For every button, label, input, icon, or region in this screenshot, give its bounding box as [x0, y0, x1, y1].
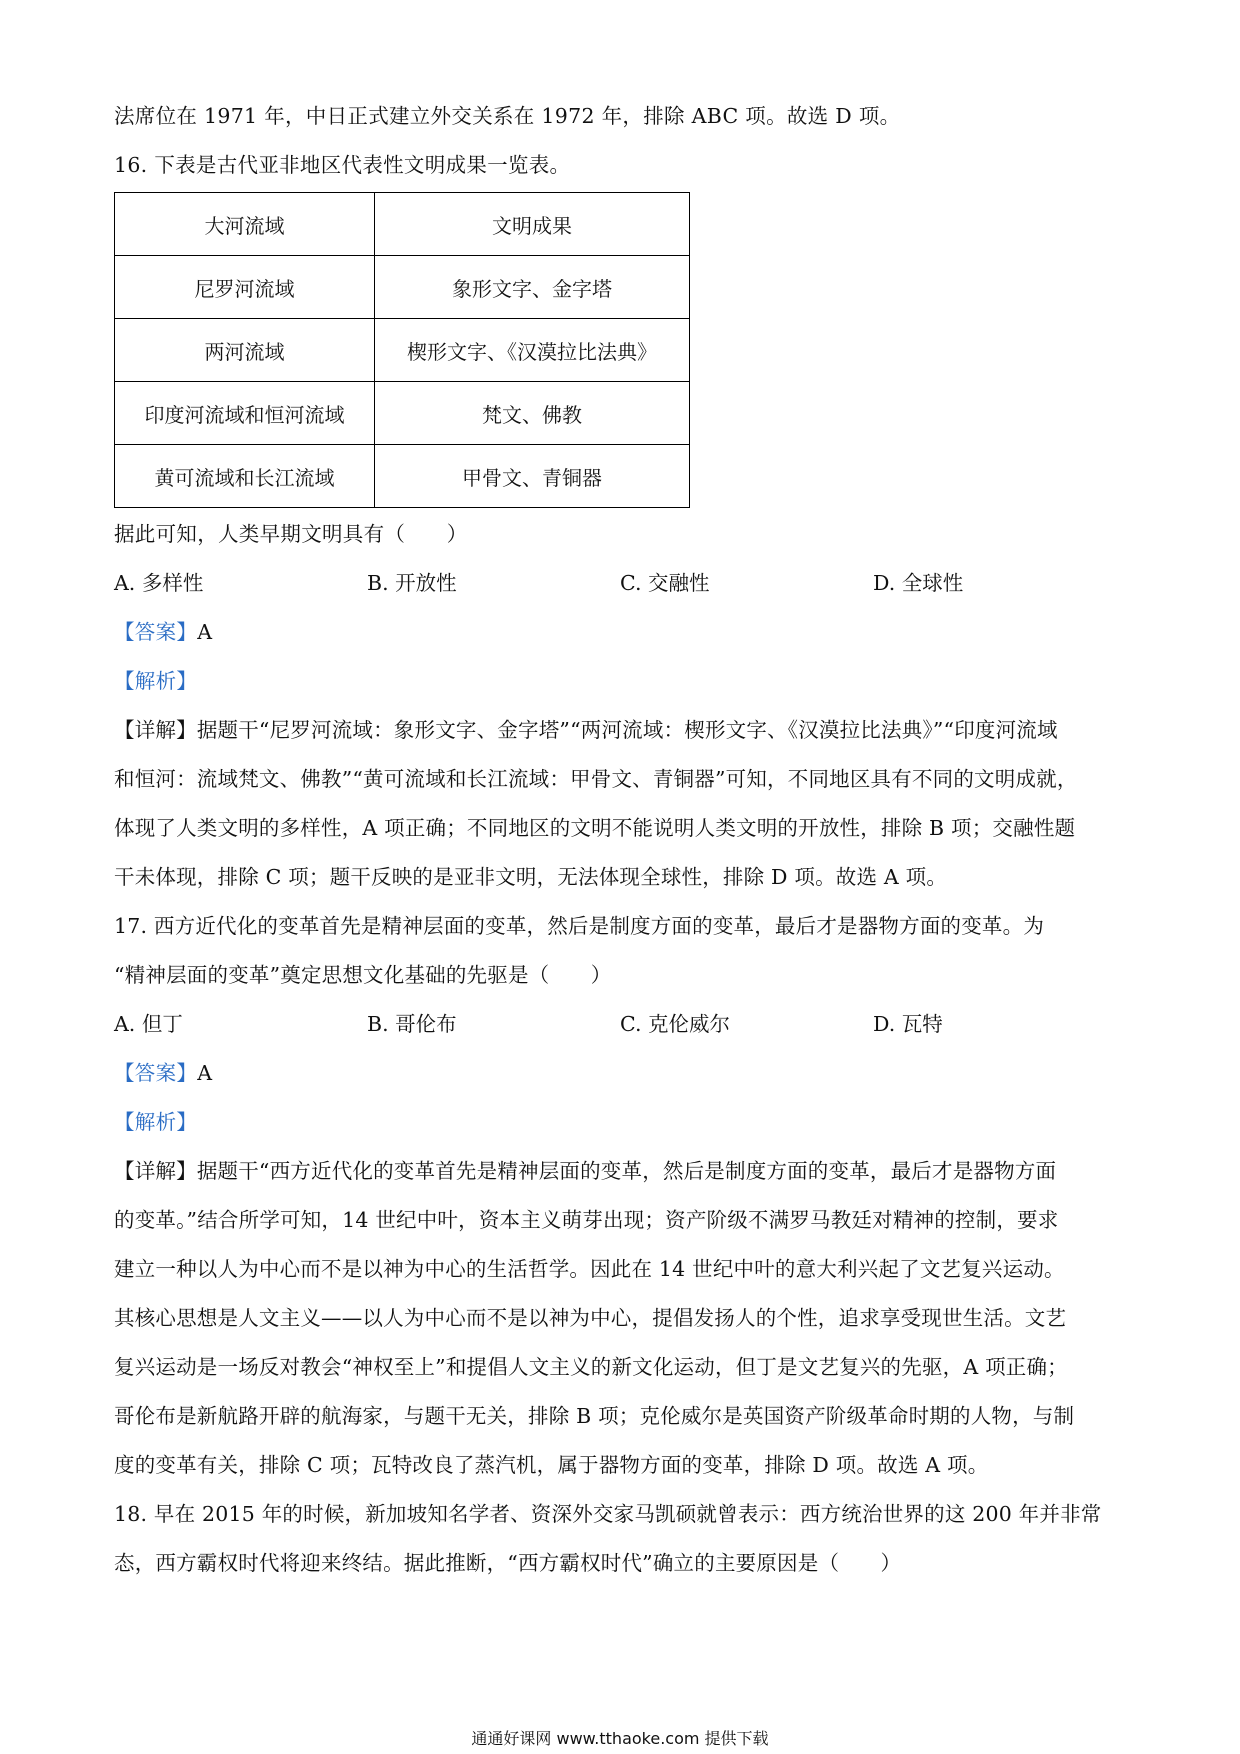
detail-line: 哥伦布是新航路开辟的航海家，与题干无关，排除 B 项；克伦威尔是英国资产阶级革命时期的人物，与制: [114, 1404, 1075, 1428]
question-17-stem: “精神层面的变革”奠定思想文化基础的先驱是（ ）: [114, 963, 612, 987]
question-16-answer: [114, 608, 1126, 657]
detail-line: 【详解】据题干“尼罗河流域：象形文字、金字塔”“两河流域：楔形文字、《汉漠拉比法典》”“印度河流域: [114, 718, 1058, 742]
question-17-analysis: [114, 1098, 1126, 1147]
page-footer: 通通好课网 www.tthaoke.com 提供下载: [471, 1729, 769, 1748]
analysis-label: 【解析】: [114, 669, 198, 693]
answer-value: A: [197, 620, 213, 644]
detail-line: 的变革。”结合所学可知，14 世纪中叶，资本主义萌芽出现；资产阶级不满罗马教廷对精神的控制，要求: [114, 1208, 1059, 1232]
question-16-options: [114, 559, 1126, 608]
table-row: [115, 445, 690, 508]
option-c: C. 克伦威尔: [620, 1012, 730, 1036]
question-16-analysis: [114, 657, 1126, 706]
detail-line: 复兴运动是一场反对教会“神权至上”和提倡人文主义的新文化运动，但丁是文艺复兴的先驱，A 项正确；: [114, 1355, 1068, 1379]
text-line: 法席位在 1971 年，中日正式建立外交关系在 1972 年，排除 ABC 项。故选 D 项。: [114, 104, 901, 128]
question-17-options: [114, 1000, 1126, 1049]
question-18-stem: 态，西方霸权时代将迎来终结。据此推断，“西方霸权时代”确立的主要原因是（ ）: [114, 1551, 902, 1575]
question-16-stem: 16. 下表是古代亚非地区代表性文明成果一览表。: [114, 153, 571, 177]
question-18-stem: 18. 早在 2015 年的时候，新加坡知名学者、资深外交家马凯硕就曾表示：西方统治世界的这 200 年并非常: [114, 1502, 1102, 1526]
option-c: C. 交融性: [620, 571, 710, 595]
option-a: A. 但丁: [114, 1012, 183, 1036]
detail-line: 【详解】据题干“西方近代化的变革首先是精神层面的变革，然后是制度方面的变革，最后才是器物方面: [114, 1159, 1057, 1183]
table-cell: 楔形文字、《汉漠拉比法典》: [375, 319, 690, 382]
detail-line: 干未体现，排除 C 项；题干反映的是亚非文明，无法体现全球性，排除 D 项。故选 A 项。: [114, 865, 948, 889]
detail-line: 和恒河：流域梵文、佛教”“黄可流域和长江流域：甲骨文、青铜器”可知，不同地区具有不同的文明成就，: [114, 767, 1078, 791]
table-header-cell: 文明成果: [375, 193, 690, 256]
table-cell: 黄可流域和长江流域: [115, 445, 375, 508]
analysis-label: 【解析】: [114, 1110, 198, 1134]
table-header-row: [115, 193, 690, 256]
option-b: B. 开放性: [367, 571, 457, 595]
table-row: [115, 256, 690, 319]
answer-value: A: [197, 1061, 213, 1085]
document-page: [114, 92, 1126, 1588]
detail-line: 其核心思想是人文主义——以人为中心而不是以神为中心，提倡发扬人的个性，追求享受现世生活。文艺: [114, 1306, 1067, 1330]
option-d: D. 瓦特: [873, 1012, 943, 1036]
detail-line: 体现了人类文明的多样性，A 项正确；不同地区的文明不能说明人类文明的开放性，排除 B 项；交融性题: [114, 816, 1076, 840]
civilization-table: [114, 192, 690, 508]
answer-label: 【答案】: [114, 1061, 198, 1085]
table-cell: 两河流域: [115, 319, 375, 382]
question-17-answer: [114, 1049, 1126, 1098]
detail-line: 度的变革有关，排除 C 项；瓦特改良了蒸汽机，属于器物方面的变革，排除 D 项。故选 A 项。: [114, 1453, 989, 1477]
option-d: D. 全球性: [873, 571, 964, 595]
table-cell: 尼罗河流域: [115, 256, 375, 319]
table-row: [115, 319, 690, 382]
table-cell: 甲骨文、青铜器: [375, 445, 690, 508]
question-17-stem: 17. 西方近代化的变革首先是精神层面的变革，然后是制度方面的变革，最后才是器物方面的变革。为: [114, 914, 1045, 938]
option-a: A. 多样性: [114, 571, 204, 595]
table-header-cell: 大河流域: [115, 193, 375, 256]
detail-label: 【详解】: [114, 1159, 197, 1183]
table-row: [115, 382, 690, 445]
answer-label: 【答案】: [114, 620, 198, 644]
table-cell: 印度河流域和恒河流域: [115, 382, 375, 445]
option-b: B. 哥伦布: [367, 1012, 457, 1036]
table-cell: 象形文字、金字塔: [375, 256, 690, 319]
detail-label: 【详解】: [114, 718, 197, 742]
table-cell: 梵文、佛教: [375, 382, 690, 445]
question-16-prompt: 据此可知，人类早期文明具有（ ）: [114, 522, 468, 546]
detail-line: 建立一种以人为中心而不是以神为中心的生活哲学。因此在 14 世纪中叶的意大利兴起了文艺复兴运动。: [114, 1257, 1065, 1281]
